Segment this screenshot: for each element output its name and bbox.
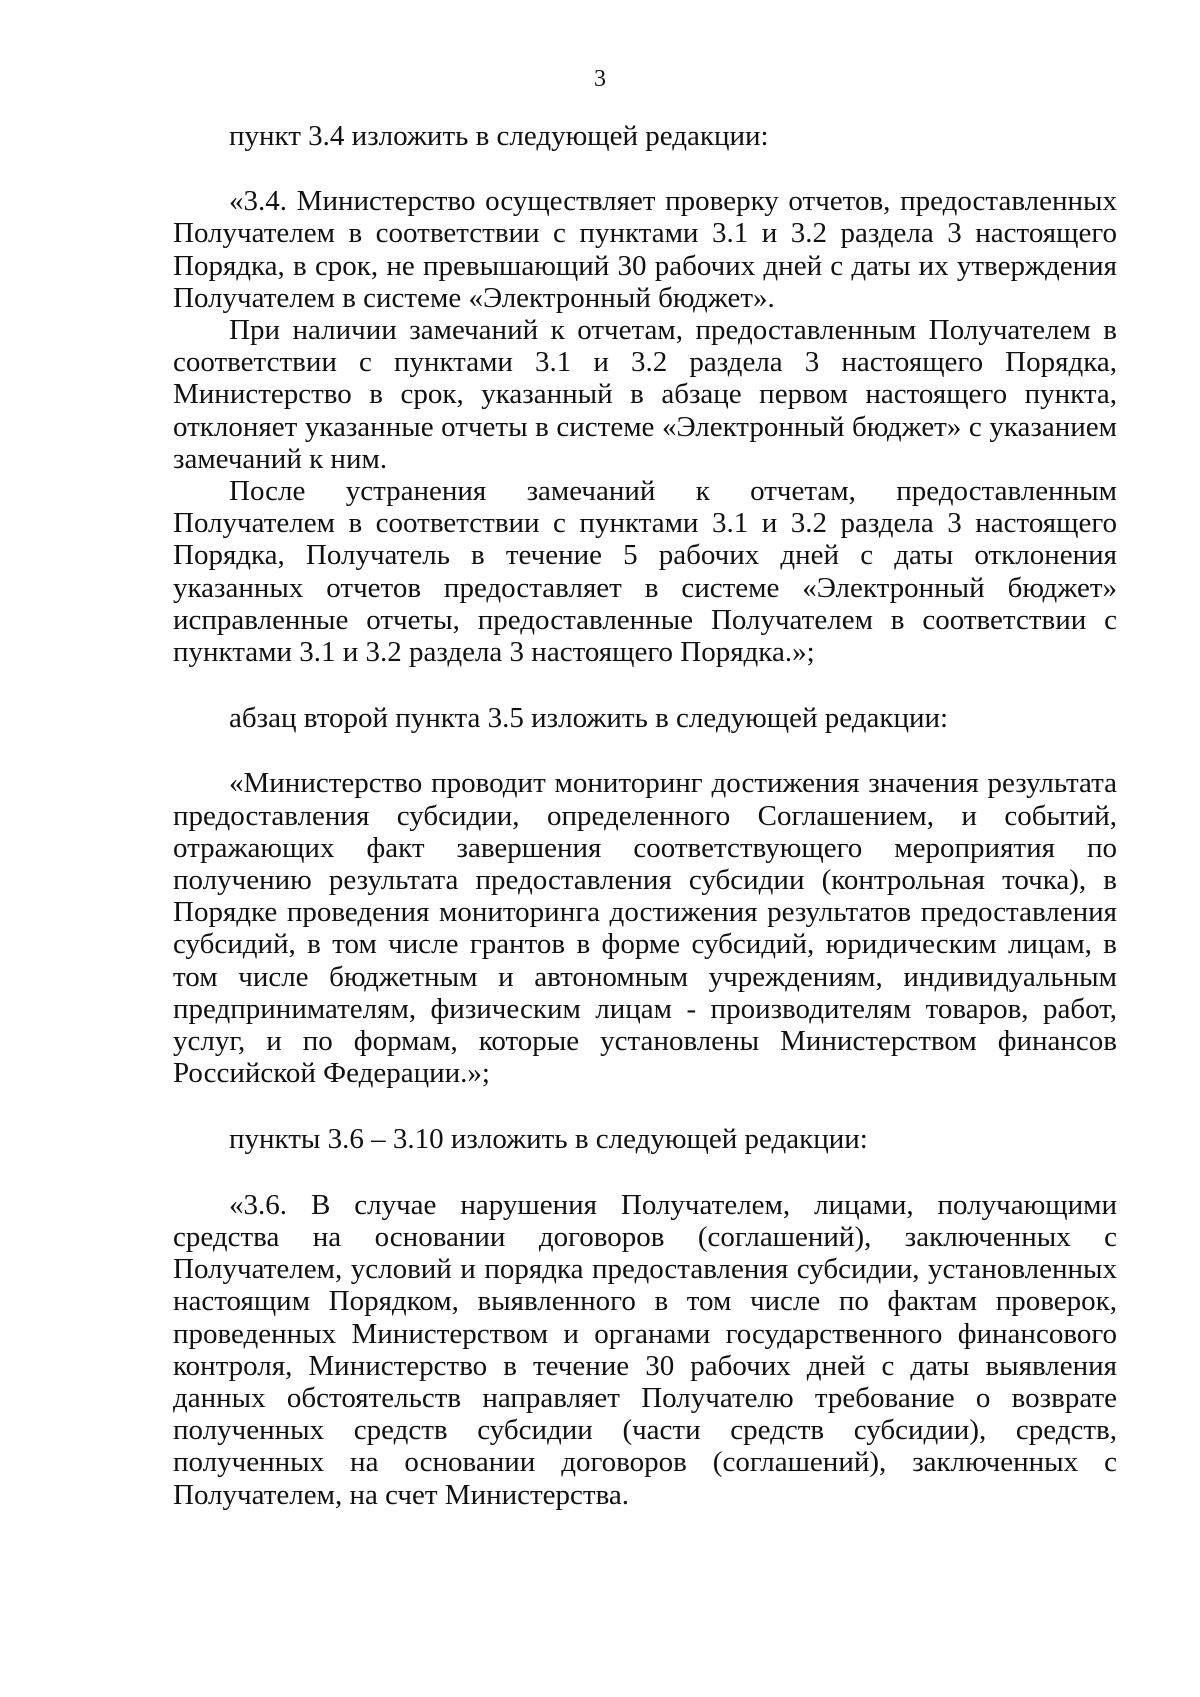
amendment-instruction-3-6-3-10: пункты 3.6 – 3.10 изложить в следующей редакции: — [229, 1123, 868, 1156]
page-number: 3 — [594, 66, 606, 92]
clause-3-4-paragraph-3: После устранения замечаний к отчетам, предоставленным Получателем в соответствии с пунктами 3.1 и 3.2 раздела 3 настоящего Порядка, Получатель в течение 5 рабочих дней с даты отклонения указанных отчетов предоставляет в системе «Электронный бюджет» исправленные отчеты, предоставленные Получателем в соответствии с пунктами 3.1 и 3.2 раздела 3 настоящего Порядка.»; — [173, 475, 1117, 669]
amendment-instruction-3-4: пункт 3.4 изложить в следующей редакции: — [229, 120, 769, 152]
clause-3-4-paragraph-2: При наличии замечаний к отчетам, предоставленным Получателем в соответствии с пунктами 3.1 и 3.2 раздела 3 настоящего Порядка, Министерство в срок, указанный в абзаце первом настоящего пункта, отклоняет указанные отчеты в системе «Электронный бюджет» с указанием замечаний к ним. — [173, 314, 1117, 475]
clause-3-4-paragraph-1: «3.4. Министерство осуществляет проверку отчетов, предоставленных Получателем в соответствии с пунктами 3.1 и 3.2 раздела 3 настоящего Порядка, в срок, не превышающий 30 рабочих дней с даты их утверждения Получателем в системе «Электронный бюджет». — [173, 185, 1117, 314]
clause-3-5-paragraph: «Министерство проводит мониторинг достижения значения результата предоставления субсидии, определенного Соглашением, и событий, отражающих факт завершения соответствующего мероприятия по получению результата предоставления субсидии (контрольная точка), в Порядке проведения мониторинга достижения результатов предоставления субсидий, в том числе грантов в форме субсидий, юридическим лицам, в том числе бюджетным и автономным учреждениям, индивидуальным предпринимателям, физическим лицам - производителям товаров, работ, услуг, и по формам, которые установлены Министерством финансов Российской Федерации.»; — [173, 767, 1117, 1090]
clause-3-6-paragraph: «3.6. В случае нарушения Получателем, лицами, получающими средства на основании договоров (соглашений), заключенных с Получателем, условий и порядка предоставления субсидии, установленных настоящим Порядком, выявленного в том числе по фактам проверок, проведенных Министерством и органами государственного финансового контроля, Министерство в течение 30 рабочих дней с даты выявления данных обстоятельств направляет Получателю требование о возврате полученных средств субсидии (части средств субсидии), средств, полученных на основании договоров (соглашений), заключенных с Получателем, на счет Министерства. — [173, 1188, 1117, 1511]
document-body — [173, 120, 1117, 1511]
amendment-instruction-3-5: абзац второй пункта 3.5 изложить в следующей редакции: — [229, 702, 949, 735]
